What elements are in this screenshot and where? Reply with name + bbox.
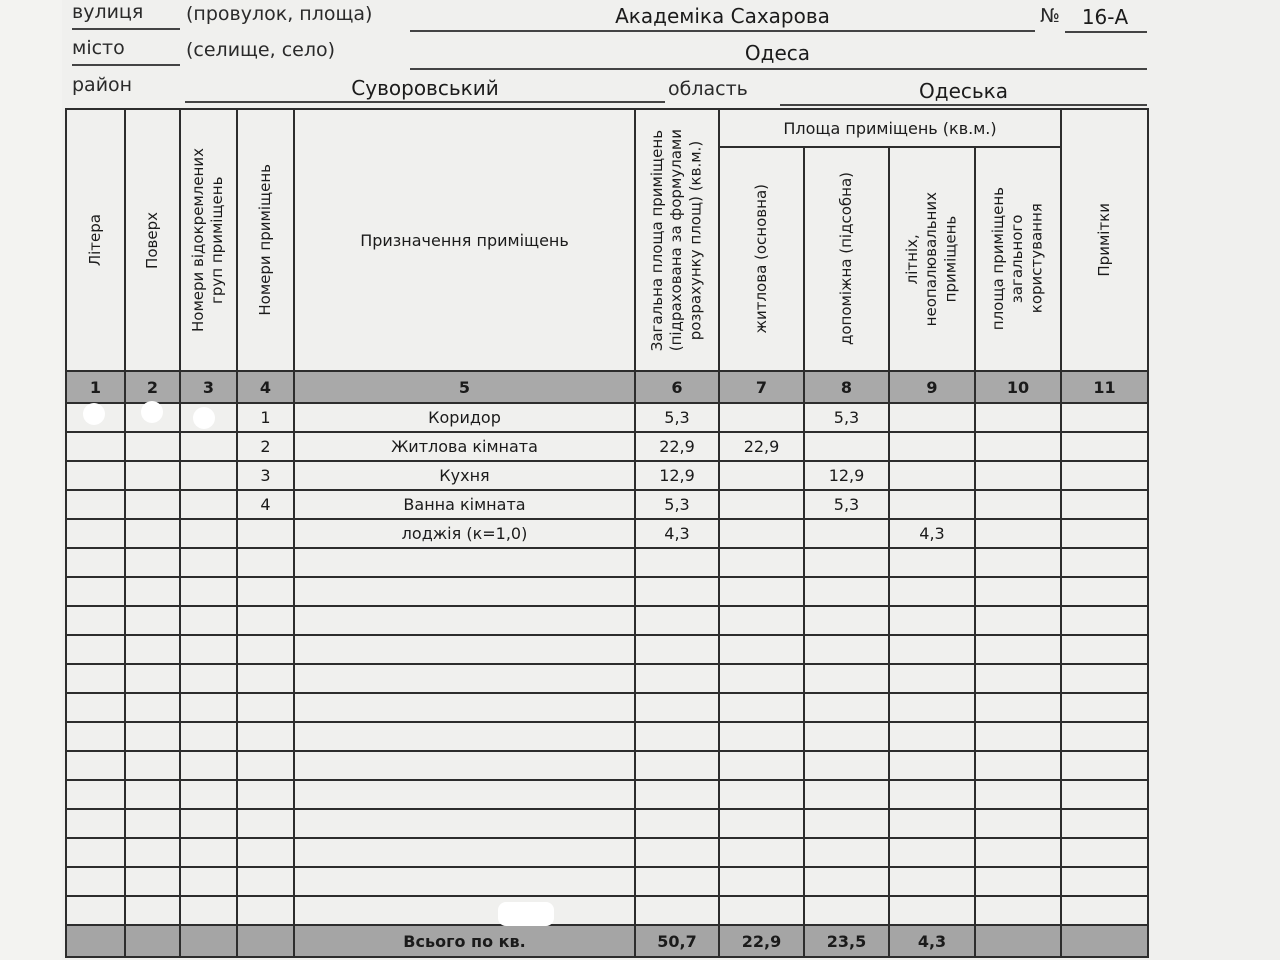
cell-empty <box>66 664 125 693</box>
header-living: житлова (основна) <box>719 147 804 371</box>
cell-empty <box>719 635 804 664</box>
cell-empty <box>804 867 889 896</box>
redaction-mark <box>498 902 554 926</box>
cell-empty <box>804 896 889 925</box>
cell-empty <box>1061 722 1148 751</box>
totals-label: Всього по кв. <box>294 925 635 957</box>
cell-empty <box>66 635 125 664</box>
empty-table-row <box>66 606 1148 635</box>
cell-empty <box>180 867 237 896</box>
cell-empty <box>975 809 1061 838</box>
cell-empty <box>975 896 1061 925</box>
cell-empty <box>180 693 237 722</box>
cell-empty <box>1061 461 1148 490</box>
empty-table-row <box>66 548 1148 577</box>
cell-empty <box>1061 780 1148 809</box>
cell-living <box>719 519 804 548</box>
street-underline <box>410 30 1035 32</box>
cell-empty <box>804 664 889 693</box>
cell-total: 5,3 <box>635 403 719 432</box>
cell-empty <box>294 577 635 606</box>
number-value: 16-А <box>1081 5 1129 29</box>
street-label-underline <box>72 28 180 30</box>
cell-empty <box>294 809 635 838</box>
col-num: 6 <box>635 371 719 403</box>
cell-empty <box>889 664 975 693</box>
cell-empty <box>889 809 975 838</box>
cell-empty <box>180 635 237 664</box>
cell-empty <box>1061 577 1148 606</box>
cell-empty <box>294 896 635 925</box>
cell-empty <box>889 751 975 780</box>
cell-empty <box>294 635 635 664</box>
cell-empty <box>719 809 804 838</box>
cell-empty <box>125 780 180 809</box>
header-summer: літніх, неопалювальних приміщень <box>889 147 975 371</box>
cell-empty <box>125 809 180 838</box>
cell-empty <box>635 722 719 751</box>
cell-empty <box>804 838 889 867</box>
cell-empty <box>66 693 125 722</box>
cell-empty <box>237 606 294 635</box>
col-num: 5 <box>294 371 635 403</box>
cell-empty <box>66 780 125 809</box>
col-num: 8 <box>804 371 889 403</box>
redaction-mark <box>83 403 105 425</box>
cell-empty <box>635 548 719 577</box>
cell-empty <box>975 664 1061 693</box>
cell-aux: 5,3 <box>804 490 889 519</box>
cell-purpose: Житлова кімната <box>294 432 635 461</box>
cell-empty <box>975 867 1061 896</box>
cell-summer <box>889 490 975 519</box>
cell-total: 12,9 <box>635 461 719 490</box>
cell-empty <box>975 751 1061 780</box>
cell-empty <box>719 548 804 577</box>
cell-empty <box>1061 838 1148 867</box>
cell-empty <box>1061 606 1148 635</box>
cell-empty <box>125 432 180 461</box>
cell-empty <box>719 896 804 925</box>
cell-empty <box>975 432 1061 461</box>
col-num: 9 <box>889 371 975 403</box>
column-number-row <box>66 371 1148 403</box>
cell-empty <box>635 577 719 606</box>
cell-empty <box>719 606 804 635</box>
cell-room: 3 <box>237 461 294 490</box>
cell-empty <box>180 722 237 751</box>
premises-table <box>65 108 1149 958</box>
cell-empty <box>237 780 294 809</box>
empty-table-row <box>66 693 1148 722</box>
cell-empty <box>1061 403 1148 432</box>
district-label: район <box>72 74 133 96</box>
cell-empty <box>804 577 889 606</box>
cell-empty <box>889 548 975 577</box>
cell-empty <box>294 751 635 780</box>
cell-empty <box>125 838 180 867</box>
empty-table-row <box>66 809 1148 838</box>
header-purpose: Призначення приміщень <box>294 109 635 371</box>
cell-empty <box>889 780 975 809</box>
cell-empty <box>237 693 294 722</box>
cell-empty <box>294 606 635 635</box>
col-num: 3 <box>180 371 237 403</box>
cell-living: 22,9 <box>719 432 804 461</box>
cell-empty <box>125 751 180 780</box>
empty-table-row <box>66 838 1148 867</box>
cell-empty <box>1061 867 1148 896</box>
header-auxiliary: допоміжна (підсобна) <box>804 147 889 371</box>
header-common: площа приміщень загального користування <box>975 147 1061 371</box>
cell-empty <box>180 519 237 548</box>
cell-summer <box>889 461 975 490</box>
cell-empty <box>237 838 294 867</box>
cell-empty <box>294 664 635 693</box>
cell-empty <box>975 519 1061 548</box>
cell-empty <box>66 606 125 635</box>
cell-empty <box>635 809 719 838</box>
cell-empty <box>180 780 237 809</box>
cell-purpose: лоджія (к=1,0) <box>294 519 635 548</box>
header-row <box>66 109 1148 147</box>
col-num: 1 <box>66 371 125 403</box>
cell-empty <box>66 432 125 461</box>
cell-room: 4 <box>237 490 294 519</box>
cell-empty <box>1061 693 1148 722</box>
cell-empty <box>237 664 294 693</box>
cell-total: 22,9 <box>635 432 719 461</box>
cell-empty <box>719 577 804 606</box>
cell-empty <box>237 896 294 925</box>
cell-empty <box>804 780 889 809</box>
cell-empty <box>1061 519 1148 548</box>
cell-empty <box>635 635 719 664</box>
redaction-mark <box>193 407 215 429</box>
cell-empty <box>889 606 975 635</box>
cell-aux: 5,3 <box>804 403 889 432</box>
cell-empty <box>66 722 125 751</box>
city-underline <box>410 68 1147 70</box>
cell-empty <box>66 809 125 838</box>
cell-empty <box>180 577 237 606</box>
table-row <box>66 403 1148 432</box>
cell-empty <box>889 896 975 925</box>
cell-summer <box>889 432 975 461</box>
cell-empty <box>180 809 237 838</box>
empty-table-row <box>66 664 1148 693</box>
cell-purpose: Кухня <box>294 461 635 490</box>
table-row <box>66 519 1148 548</box>
empty-table-row <box>66 635 1148 664</box>
cell-empty <box>975 780 1061 809</box>
cell-empty <box>719 693 804 722</box>
cell-empty <box>889 722 975 751</box>
totals-living: 22,9 <box>719 925 804 957</box>
cell-living <box>719 461 804 490</box>
header-floor: Поверх <box>125 109 180 371</box>
cell-empty <box>294 867 635 896</box>
cell-empty <box>719 664 804 693</box>
cell-empty <box>635 838 719 867</box>
table-row <box>66 461 1148 490</box>
cell-empty <box>294 838 635 867</box>
cell-empty <box>237 635 294 664</box>
cell-empty <box>635 780 719 809</box>
cell-aux <box>804 519 889 548</box>
cell-empty <box>975 548 1061 577</box>
cell-empty <box>975 490 1061 519</box>
cell-purpose: Ванна кімната <box>294 490 635 519</box>
cell-empty <box>719 722 804 751</box>
cell-room: 1 <box>237 403 294 432</box>
col-num: 11 <box>1061 371 1148 403</box>
cell-empty <box>125 577 180 606</box>
cell-empty <box>66 838 125 867</box>
empty-table-row <box>66 722 1148 751</box>
cell-empty <box>237 548 294 577</box>
cell-empty <box>66 461 125 490</box>
cell-empty <box>66 896 125 925</box>
cell-empty <box>125 896 180 925</box>
empty-table-row <box>66 577 1148 606</box>
cell-summer <box>889 403 975 432</box>
totals-row <box>66 925 1148 957</box>
col-num: 7 <box>719 371 804 403</box>
cell-empty <box>1061 664 1148 693</box>
region-value: Одеська <box>919 79 1008 103</box>
city-label: місто <box>72 37 125 59</box>
cell-empty <box>889 635 975 664</box>
cell-empty <box>1061 548 1148 577</box>
table-row <box>66 432 1148 461</box>
cell-empty <box>66 548 125 577</box>
col-num: 4 <box>237 371 294 403</box>
cell-empty <box>66 751 125 780</box>
cell-empty <box>804 606 889 635</box>
totals-total: 50,7 <box>635 925 719 957</box>
cell-aux <box>804 432 889 461</box>
cell-empty <box>635 664 719 693</box>
cell-empty <box>125 519 180 548</box>
cell-empty <box>125 606 180 635</box>
cell-empty <box>635 606 719 635</box>
cell-empty <box>294 780 635 809</box>
header-group-numbers: Номери відокремлених груп приміщень <box>180 109 237 371</box>
cell-empty <box>125 461 180 490</box>
city-label-underline <box>72 64 180 66</box>
number-label: № <box>1040 5 1060 27</box>
cell-empty <box>237 867 294 896</box>
cell-empty <box>635 693 719 722</box>
cell-empty <box>1061 635 1148 664</box>
cell-empty <box>1061 896 1148 925</box>
cell-empty <box>889 838 975 867</box>
totals-aux: 23,5 <box>804 925 889 957</box>
cell-empty <box>975 693 1061 722</box>
cell-empty <box>125 722 180 751</box>
header-total-area: Загальна площа приміщень (підрахована за формулами розрахунку площ) (кв.м.) <box>635 109 719 371</box>
cell-empty <box>294 722 635 751</box>
cell-empty <box>66 577 125 606</box>
cell-empty <box>975 838 1061 867</box>
cell-empty <box>125 664 180 693</box>
cell-empty <box>180 664 237 693</box>
cell-empty <box>804 722 889 751</box>
number-underline <box>1065 31 1147 33</box>
cell-purpose: Коридор <box>294 403 635 432</box>
cell-summer: 4,3 <box>889 519 975 548</box>
cell-empty <box>66 519 125 548</box>
city-sub-label: (селище, село) <box>186 39 336 61</box>
cell-empty <box>125 867 180 896</box>
col-num: 2 <box>125 371 180 403</box>
cell-empty <box>975 722 1061 751</box>
cell-empty <box>975 635 1061 664</box>
cell-empty <box>1061 490 1148 519</box>
cell-empty <box>237 577 294 606</box>
cell-empty <box>635 867 719 896</box>
header-area-group: Площа приміщень (кв.м.) <box>719 109 1061 147</box>
cell-empty <box>125 548 180 577</box>
cell-empty <box>180 461 237 490</box>
street-label: вулиця <box>72 1 144 23</box>
cell-empty <box>804 751 889 780</box>
cell-empty <box>975 606 1061 635</box>
cell-empty <box>635 896 719 925</box>
cell-empty <box>180 606 237 635</box>
cell-empty <box>237 722 294 751</box>
cell-empty <box>889 693 975 722</box>
cell-empty <box>125 693 180 722</box>
cell-aux: 12,9 <box>804 461 889 490</box>
cell-empty <box>1061 751 1148 780</box>
cell-empty <box>180 838 237 867</box>
district-value: Суворовський <box>351 76 499 100</box>
cell-room: 2 <box>237 432 294 461</box>
street-value: Академіка Сахарова <box>615 4 830 28</box>
cell-empty <box>180 548 237 577</box>
cell-empty <box>719 838 804 867</box>
cell-empty <box>719 780 804 809</box>
cell-empty <box>66 867 125 896</box>
cell-empty <box>180 432 237 461</box>
cell-empty <box>237 809 294 838</box>
region-underline <box>780 104 1147 106</box>
cell-empty <box>294 548 635 577</box>
cell-empty <box>294 693 635 722</box>
cell-empty <box>719 867 804 896</box>
cell-empty <box>1061 432 1148 461</box>
redaction-mark <box>141 401 163 423</box>
cell-empty <box>889 867 975 896</box>
cell-empty <box>804 809 889 838</box>
cell-empty <box>889 577 975 606</box>
empty-table-row <box>66 896 1148 925</box>
street-sub-label: (провулок, площа) <box>186 3 373 25</box>
cell-empty <box>180 751 237 780</box>
cell-empty <box>66 490 125 519</box>
cell-empty <box>804 548 889 577</box>
cell-empty <box>975 403 1061 432</box>
cell-living <box>719 490 804 519</box>
cell-total: 4,3 <box>635 519 719 548</box>
empty-table-row <box>66 751 1148 780</box>
cell-empty <box>804 635 889 664</box>
cell-empty <box>719 751 804 780</box>
cell-room <box>237 519 294 548</box>
cell-empty <box>125 490 180 519</box>
cell-empty <box>1061 809 1148 838</box>
table-row <box>66 490 1148 519</box>
cell-empty <box>125 635 180 664</box>
cell-empty <box>975 461 1061 490</box>
header-room-numbers: Номери приміщень <box>237 109 294 371</box>
cell-empty <box>975 577 1061 606</box>
empty-table-row <box>66 780 1148 809</box>
empty-table-row <box>66 867 1148 896</box>
header-notes: Примітки <box>1061 109 1148 371</box>
region-label: область <box>668 78 748 100</box>
cell-empty <box>804 693 889 722</box>
cell-empty <box>237 751 294 780</box>
cell-empty <box>635 751 719 780</box>
col-num: 10 <box>975 371 1061 403</box>
cell-living <box>719 403 804 432</box>
city-value: Одеса <box>744 41 811 65</box>
district-underline <box>185 101 665 103</box>
totals-summer: 4,3 <box>889 925 975 957</box>
header-litera: Літера <box>66 109 125 371</box>
cell-empty <box>180 896 237 925</box>
cell-empty <box>180 490 237 519</box>
cell-total: 5,3 <box>635 490 719 519</box>
